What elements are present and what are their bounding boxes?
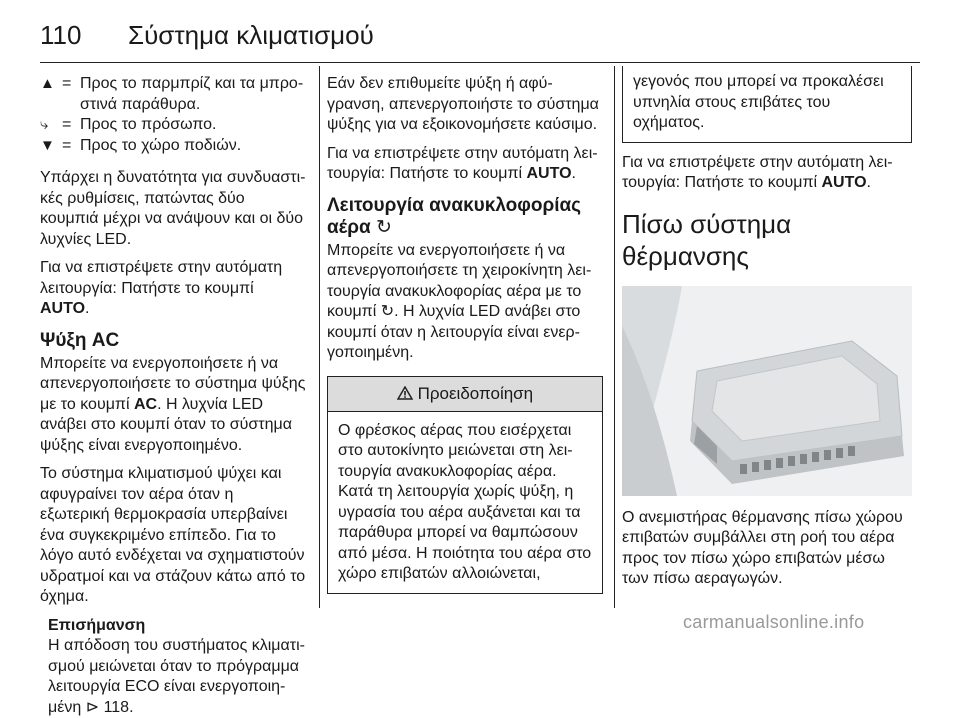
legend-text: Προς το παρμπρίζ και τα μπροστινά παράθυρα. [80,74,306,115]
paragraph: Μπορείτε να ενεργοποιήσετε ή να απενεργοποιήσετε τη χειροκίνητη λειτουργία ανακυκλοφορίας αέρα με το κουμπί ↻. Η λυχνία LED ανάβει στο κουμπί όταν η λειτουργία είναι ενεργοποιημένη. [327,241,603,364]
auto-button-label: AUTO [526,165,571,182]
paragraph: Εάν δεν επιθυμείτε ψύξη ή αφύγρανση, απενεργοποιήστε το σύστημα ψύξης για να εξοικονομήσετε καύσιμο. [327,74,603,136]
paragraph: Μπορείτε να ενεργοποιήσετε ή να απενεργοποιήσετε το σύστημα ψύξης με το κουμπί AC. Η λυχνία LED ανάβει στο κουμπί όταν το σύστημα ψύξης είναι ενεργοποιημένο. [40,354,306,457]
recirculation-icon: ↻ [381,303,394,320]
note-title: Επισήμανση [48,616,306,637]
legend-text: Προς το χώρο ποδιών. [80,136,306,157]
legend-text: Προς το πρόσωπο. [80,115,306,136]
page-reference[interactable]: 118. [104,699,134,716]
paragraph: Ο ανεμιστήρας θέρμανσης πίσω χώρου επιβατών συμβάλλει στη ροή του αέρα προς τον πίσω χώρο επιβατών μέσω των πίσω αεραγωγών. [622,508,912,590]
section-heading-recirculation: Λειτουργία ανακυκλοφορίας αέρα ↻ [327,195,603,239]
header-rule [40,62,920,63]
paragraph: Για να επιστρέψετε στην αυτόματη λειτουργία: Πατήστε το κουμπί AUTO. [622,153,912,194]
airflow-feet-icon: ▼ [40,136,62,157]
auto-button-label: AUTO [40,300,85,317]
column-2 [327,74,603,594]
column-3 [622,74,912,598]
warning-title: Προειδοποίηση [418,384,534,403]
column-divider [614,66,615,608]
airflow-legend-windshield [40,74,306,115]
recirculation-icon: ↻ [376,217,392,238]
airflow-windshield-icon: ▲ [40,74,62,115]
paragraph: Το σύστημα κλιματισμού ψύχει και αφυγραίνει τον αέρα όταν η εξωτερική θερμοκρασία υπερβαίνει ένα συγκεκριμένο επίπεδο. Για το λόγο αυτό ενδέχεται να σχηματιστούν υδρατμοί και να στάζουν κάτω από το όχημα. [40,464,306,608]
watermark: carmanualsonline.info [683,612,864,633]
auto-button-label: AUTO [821,174,866,191]
column-divider [319,66,320,608]
paragraph: Υπάρχει η δυνατότητα για συνδυαστικές ρυθμίσεις, πατώντας δύο κουμπιά μέχρι να ανάψουν και οι δύο λυχνίες LED. [40,168,306,250]
airflow-face-icon: ⤷ [40,115,62,136]
page-number: 110 [40,20,81,51]
legend-equals: = [62,74,80,115]
warning-text: Ο φρέσκος αέρας που εισέρχεται στο αυτοκίνητο μειώνεται στη λειτουργία ανακυκλοφορίας αέρα. Κατά τη λειτουργία χωρίς ψύξη, η υγρασία του αέρα αυξάνεται και τα παράθυρα μπορεί να θαμπώσουν από μέσα. Η ποιότητα του αέρα στο χώρο επιβατών αλλοιώνεται, [328,412,602,593]
note-box [48,616,306,718]
page-header [40,14,920,62]
warning-box-continued: γεγονός που μπορεί να προκαλέσει υπνηλία στους επιβάτες του οχήματος. [622,66,912,143]
airflow-legend-face [40,115,306,136]
rear-heater-photo [622,286,912,496]
paragraph: Για να επιστρέψετε στην αυτόματη λειτουργία: Πατήστε το κουμπί AUTO. [40,258,306,320]
paragraph: Για να επιστρέψετε στην αυτόματη λειτουργία: Πατήστε το κουμπί AUTO. [327,144,603,185]
warning-box [327,376,603,594]
warning-header [328,377,602,412]
chapter-title: Σύστημα κλιματισμού [128,20,374,51]
section-heading-rear-heating: Πίσω σύστημα θέρμανσης [622,208,912,272]
page-reference-icon: ⊳ [86,699,99,716]
column-1 [40,74,306,718]
airflow-legend-feet [40,136,306,157]
section-heading-cooling: Ψύξη AC [40,330,306,352]
legend-equals: = [62,136,80,157]
note-text: Η απόδοση του συστήματος κλιματισμού μειώνεται όταν το πρόγραμμα λειτουργία ECO είναι ενεργοποιημένη ⊳ 118. [48,636,306,718]
ac-button-label: AC [134,396,157,413]
warning-triangle-icon [397,384,418,403]
legend-equals: = [62,115,80,136]
